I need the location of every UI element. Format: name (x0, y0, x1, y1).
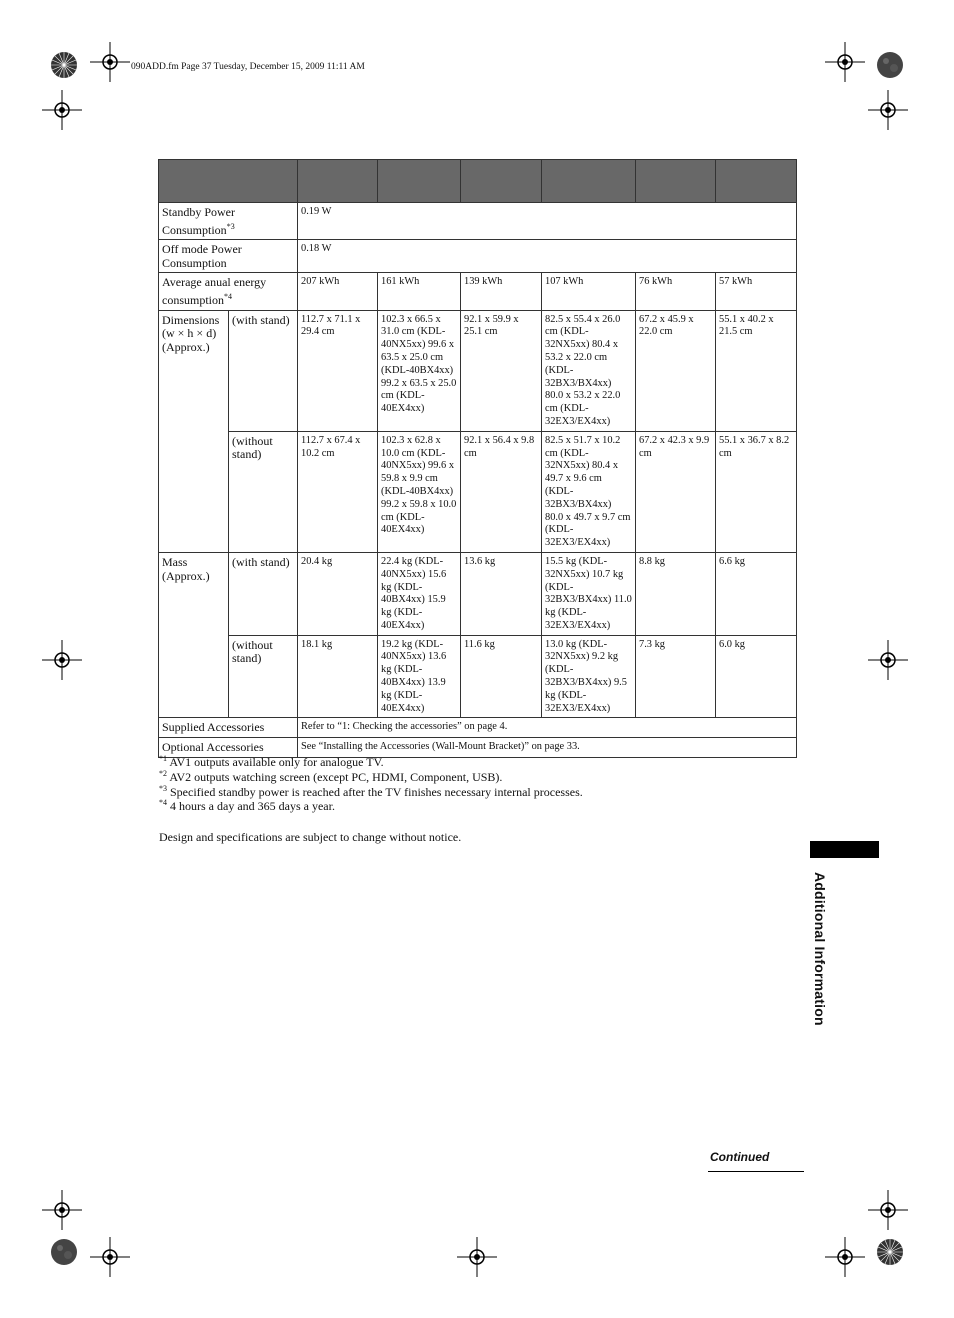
table-row (159, 635, 797, 718)
registration-mark-bottom-center (457, 1237, 497, 1277)
table-cell: 112.7 x 71.1 x 29.4 cm (298, 310, 378, 431)
spanned-value: 0.19 W (298, 203, 797, 240)
table-row (159, 552, 797, 635)
textured-disc-top-right (876, 51, 904, 79)
table-cell: 8.8 kg (636, 552, 716, 635)
row-label: Optional Accessories (159, 738, 298, 758)
table-cell: 139 kWh (461, 273, 542, 310)
textured-disc-bottom-left (50, 1238, 78, 1266)
registration-mark-bottom-right (825, 1237, 865, 1277)
table-cell: 207 kWh (298, 273, 378, 310)
registration-mark-left-lower (42, 1190, 82, 1230)
table-cell: 67.2 x 42.3 x 9.9 cm (636, 431, 716, 552)
section-side-label-text: Additional Information (812, 872, 828, 1026)
header-cell (716, 160, 797, 203)
print-header: 090ADD.fm Page 37 Tuesday, December 15, 2009 11:11 AM (131, 62, 365, 72)
header-cell (378, 160, 461, 203)
disclaimer-text: Design and specifications are subject to change without notice. (159, 830, 462, 844)
starburst-disc-top-left (50, 51, 78, 79)
footnote: $^{*1}$ AV1 outputs available only for analogue TV. (159, 754, 384, 769)
table-cell: 161 kWh (378, 273, 461, 310)
starburst-disc-bottom-right (876, 1238, 904, 1266)
row-label: Standby Power Consumption$^{*3}$ (159, 203, 298, 240)
table-cell: 20.4 kg (298, 552, 378, 635)
table-cell: 67.2 x 45.9 x 22.0 cm (636, 310, 716, 431)
continued-rule (708, 1171, 804, 1172)
table-cell: 112.7 x 67.4 x 10.2 cm (298, 431, 378, 552)
section-tab-marker (810, 841, 879, 858)
continued-label: Continued (710, 1150, 770, 1164)
table-row (159, 203, 797, 240)
table-cell: 102.3 x 62.8 x 10.0 cm (KDL-40NX5xx) 99.6 x 59.8 x 9.9 cm (KDL-40BX4xx) 99.2 x 59.8 x 10.0 cm (KDL-40EX4xx) (378, 431, 461, 552)
table-cell: 13.0 kg (KDL-32NX5xx) 9.2 kg (KDL-32BX3/BX4xx) 9.5 kg (KDL-32EX3/EX4xx) (542, 635, 636, 718)
table-cell: 55.1 x 40.2 x 21.5 cm (716, 310, 797, 431)
header-cell (298, 160, 378, 203)
footnote: $^{*3}$ Specified standby power is reached after the TV finishes necessary internal processes. (159, 783, 583, 799)
registration-mark-left-middle (42, 640, 82, 680)
row-label: Mass (Approx.) (159, 552, 229, 718)
sub-label: (without stand) (229, 431, 298, 552)
sub-label: (without stand) (229, 635, 298, 718)
table-row (159, 273, 797, 310)
registration-mark-right-lower (868, 1190, 908, 1230)
table-row (159, 431, 797, 552)
row-label: Off mode Power Consumption (159, 240, 298, 273)
sub-label: (with stand) (229, 310, 298, 431)
row-label: Dimensions (w × h × d) (Approx.) (159, 310, 229, 552)
table-cell: 92.1 x 59.9 x 25.1 cm (461, 310, 542, 431)
table-cell: 11.6 kg (461, 635, 542, 718)
registration-mark-top-right (825, 42, 865, 82)
table-cell: 13.6 kg (461, 552, 542, 635)
table-cell: 7.3 kg (636, 635, 716, 718)
spanned-value: 0.18 W (298, 240, 797, 273)
table-header-row (159, 160, 797, 203)
registration-mark-top-left (90, 42, 130, 82)
table-cell: 107 kWh (542, 273, 636, 310)
row-label: Supplied Accessories (159, 718, 298, 738)
registration-mark-right-middle (868, 640, 908, 680)
table-cell: 82.5 x 51.7 x 10.2 cm (KDL-32NX5xx) 80.4 x 49.7 x 9.6 cm (KDL-32BX3/BX4xx) 80.0 x 49.7 x 9.7 cm (KDL-32EX3/EX4xx) (542, 431, 636, 552)
table-cell: 22.4 kg (KDL-40NX5xx) 15.6 kg (KDL-40BX4xx) 15.9 kg (KDL-40EX4xx) (378, 552, 461, 635)
footnote: $^{*2}$ AV2 outputs watching screen (except PC, HDMI, Component, USB). (159, 768, 503, 784)
header-cell (542, 160, 636, 203)
table-cell: 18.1 kg (298, 635, 378, 718)
table-cell: 102.3 x 66.5 x 31.0 cm (KDL-40NX5xx) 99.6 x 63.5 x 25.0 cm (KDL-40BX4xx) 99.2 x 63.5 x 25.0 cm (KDL-40EX4xx) (378, 310, 461, 431)
section-side-label (812, 872, 830, 1042)
table-cell: 82.5 x 55.4 x 26.0 cm (KDL-32NX5xx) 80.4 x 53.2 x 22.0 cm (KDL-32BX3/BX4xx) 80.0 x 53.2 x 22.0 cm (KDL-32EX3/EX4xx) (542, 310, 636, 431)
table-cell: 15.5 kg (KDL-32NX5xx) 10.7 kg (KDL-32BX3/BX4xx) 11.0 kg (KDL-32EX3/EX4xx) (542, 552, 636, 635)
specifications-table (158, 159, 797, 758)
registration-mark-right-upper (868, 90, 908, 130)
table-cell: 6.6 kg (716, 552, 797, 635)
table-cell: 76 kWh (636, 273, 716, 310)
table-cell: 92.1 x 56.4 x 9.8 cm (461, 431, 542, 552)
spanned-value: See “Installing the Accessories (Wall-Mount Bracket)” on page 33. (298, 738, 797, 758)
table-row (159, 240, 797, 273)
registration-mark-left-upper (42, 90, 82, 130)
registration-mark-bottom-left (90, 1237, 130, 1277)
table-cell: 6.0 kg (716, 635, 797, 718)
table-row (159, 718, 797, 738)
table-cell: 55.1 x 36.7 x 8.2 cm (716, 431, 797, 552)
header-cell (461, 160, 542, 203)
table-row (159, 310, 797, 431)
sub-label: (with stand) (229, 552, 298, 635)
header-cell (159, 160, 298, 203)
table-cell: 19.2 kg (KDL-40NX5xx) 13.6 kg (KDL-40BX4xx) 13.9 kg (KDL-40EX4xx) (378, 635, 461, 718)
footnotes (159, 755, 583, 814)
spanned-value: Refer to “1: Checking the accessories” on page 4. (298, 718, 797, 738)
table-cell: 57 kWh (716, 273, 797, 310)
header-cell (636, 160, 716, 203)
row-label: Average anual energy consumption$^{*4}$ (159, 273, 298, 310)
footnote: $^{*4}$ 4 hours a day and 365 days a year. (159, 798, 335, 814)
